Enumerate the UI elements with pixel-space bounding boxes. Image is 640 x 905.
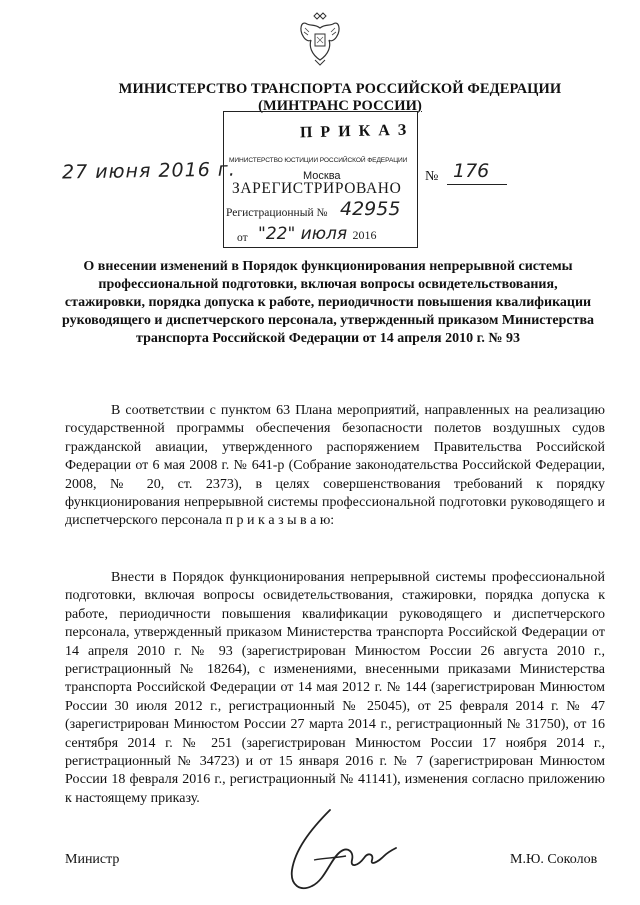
order-date: 27 июня 2016 г. (61, 158, 237, 184)
stamp-registration-date (258, 224, 377, 244)
stamp-registration-number-label: Регистрационный № (226, 207, 328, 219)
stamp-city: Москва (303, 170, 341, 182)
handwritten-signature (270, 800, 400, 900)
order-number-underline (447, 184, 507, 185)
ministry-name: МИНИСТЕРСТВО ТРАНСПОРТА РОССИЙСКОЙ ФЕДЕРАЦИИ (118, 81, 562, 97)
stamp-ministry-name: МИНИСТЕРСТВО ЮСТИЦИИ РОССИЙСКОЙ ФЕДЕРАЦИИ (229, 157, 408, 164)
preamble-text: В соответствии с пунктом 63 Плана мероприятий, направленных на реализацию государственной программы обеспечения безопасности полетов воздушных судов гражданской авиации, утвержденного распоряжением Правительства Российской Федерации от 6 мая 2008 г. № 641-р (Собрание законодательства Российской Федерации, 2008, № 20, ст. 2373), в целях совершенствования требований к порядку функционирования непрерывной системы профессиональной подготовки руководящего и диспетчерского персонала (65, 403, 605, 529)
decree-word: п р и к а з ы в а ю: (225, 513, 335, 529)
signer-name: М.Ю. Соколов (510, 852, 598, 867)
coat-of-arms-icon (297, 10, 343, 66)
stamp-registered-label: ЗАРЕГИСТРИРОВАНО (232, 180, 402, 197)
document-title: О внесении изменений в Порядок функционирования непрерывной системы профессиональной подготовки, включая вопросы освидетельствования, стажировки, порядка допуска к работе, периодичности повышения квалификации руководящего и диспетчерского персонала, утвержденный приказом Министерства транспорта Российской Федерации от 14 апреля 2010 г. № 93 (61, 259, 595, 346)
stamp-date-year: 2016 (352, 228, 377, 242)
main-paragraph: Внести в Порядок функционирования непрерывной системы профессиональной подготовки, включая вопросы освидетельствования, стажировки, порядка допуска к работе, периодичности повышения квалификации руководящего и диспетчерского персонала, утвержденный приказом Министерства транспорта Российской Федерации от 14 апреля 2010 г. № 93 (зарегистрирован Минюстом России 26 августа 2010 г., регистрационный № 18264), с изменениями, внесенными приказами Министерства транспорта Российской Федерации от 14 мая 2012 г. № 144 (зарегистрирован Минюстом России 30 июля 2012 г., регистрационный № 25045), от 25 февраля 2014 г. № 47 (зарегистрирован Минюстом России 27 марта 2014 г., регистрационный № 31750), от 16 сентября 2014 г. № 251 (зарегистрирован Минюстом России 17 ноября 2014 г., регистрационный № 34723) и от 15 января 2016 г. № 7 (зарегистрирован Минюстом России 18 февраля 2016 г., регистрационный № 41141), изменения согласно приложению к настоящему приказу. (65, 570, 605, 806)
order-heading: П Р И К А З (299, 121, 409, 142)
stamp-date-prefix: от (237, 232, 248, 244)
order-number: 176 (453, 160, 490, 182)
stamp-registration-number: 42955 (340, 198, 401, 220)
preamble-paragraph (65, 402, 605, 531)
order-number-label: № (425, 169, 439, 184)
stamp-date-handwritten: "22" июля (258, 224, 348, 244)
signer-role: Министр (65, 852, 120, 867)
ministry-short-name: (МИНТРАНС РОССИИ) (258, 98, 422, 114)
